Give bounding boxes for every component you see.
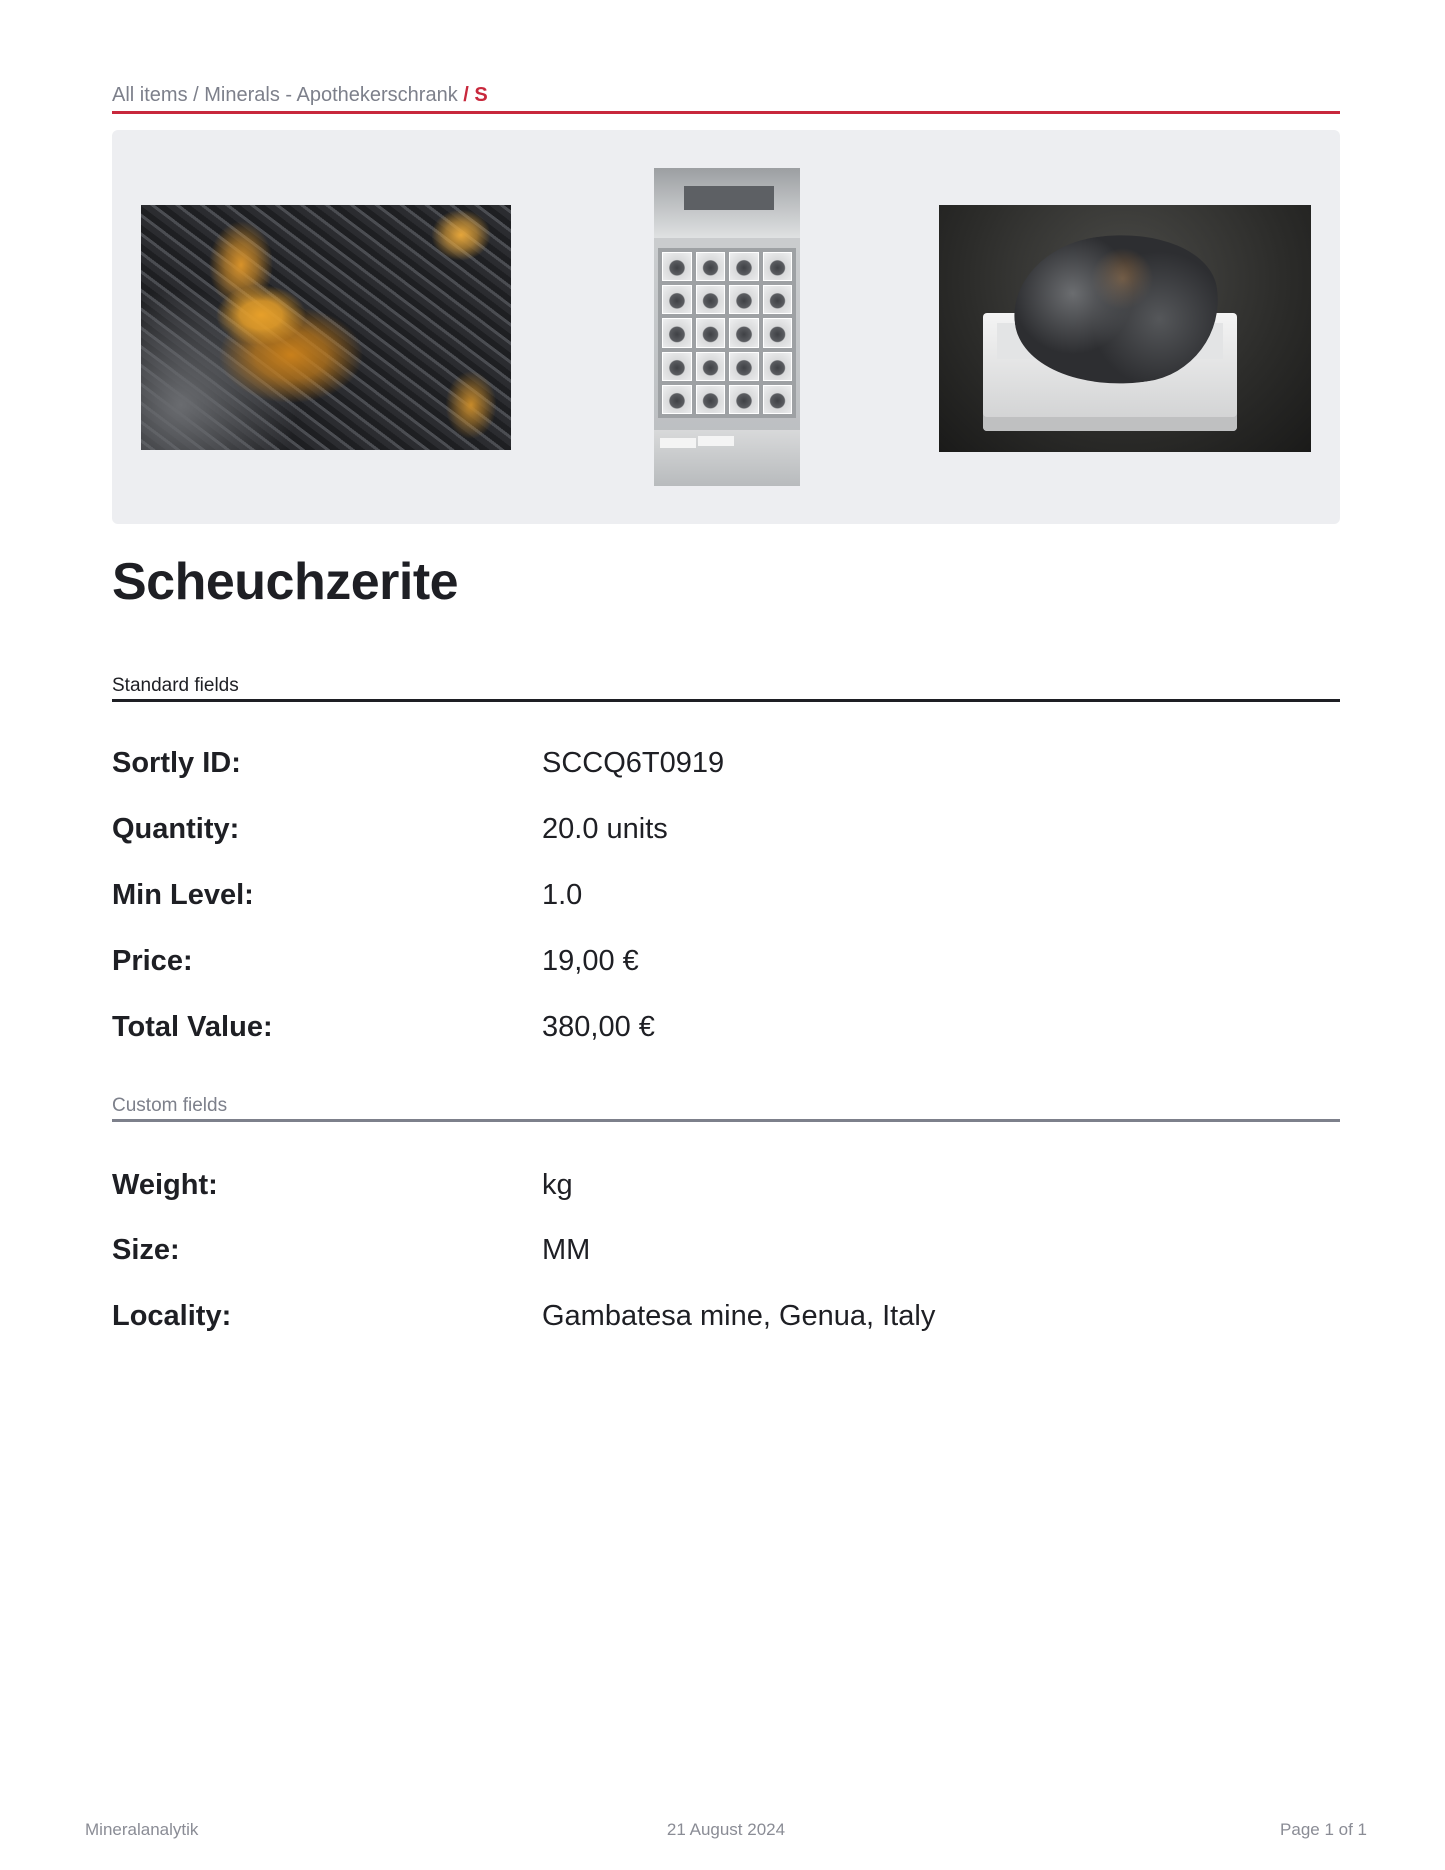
footer-date: 21 August 2024 [666,1820,786,1839]
image-gallery [112,130,1340,524]
field-label: Sortly ID: [112,747,241,779]
drawer-top [654,168,800,238]
page-footer [85,1820,1367,1844]
field-value: 1.0 [542,879,583,911]
dark-rock-on-stand-photo[interactable] [939,205,1311,452]
field-value: MM [542,1234,591,1266]
field-row-price [112,945,1340,985]
field-row-sortly-id [112,747,1340,787]
breadcrumb [112,84,1340,114]
item-title: Scheuchzerite [112,553,459,611]
field-label: Price: [112,945,193,977]
field-value: 20.0 units [542,813,668,845]
field-row-locality [112,1300,1340,1340]
field-row-quantity [112,813,1340,853]
mineral-box-tray-photo[interactable] [654,168,800,486]
custom-fields-heading: Custom fields [112,1095,1340,1122]
footer-company: Mineralanalytik [85,1820,199,1839]
field-row-weight [112,1169,1340,1209]
drawer-labels [654,430,800,486]
breadcrumb-separator: / [193,84,199,106]
breadcrumb-link-all-items[interactable]: All items [112,84,188,106]
field-label: Quantity: [112,813,240,845]
standard-fields-heading: Standard fields [112,675,1340,702]
specimen-tray [658,248,796,418]
breadcrumb-current: S [474,84,488,106]
field-value: SCCQ6T0919 [542,747,725,779]
field-row-total-value [112,1011,1340,1051]
field-row-size [112,1234,1340,1274]
field-value: kg [542,1169,573,1201]
breadcrumb-link-minerals[interactable]: Minerals - Apothekerschrank [204,84,458,106]
field-label: Total Value: [112,1011,273,1043]
breadcrumb-separator: / [463,84,469,106]
field-value: Gambatesa mine, Genua, Italy [542,1300,936,1332]
field-label: Min Level: [112,879,254,911]
footer-page-number: Page 1 of 1 [1280,1820,1367,1839]
orange-crystal-specimen-photo[interactable] [141,205,511,450]
field-value: 19,00 € [542,945,639,977]
field-label: Weight: [112,1169,218,1201]
field-value: 380,00 € [542,1011,655,1043]
field-label: Size: [112,1234,180,1266]
field-label: Locality: [112,1300,232,1332]
field-row-min-level [112,879,1340,919]
